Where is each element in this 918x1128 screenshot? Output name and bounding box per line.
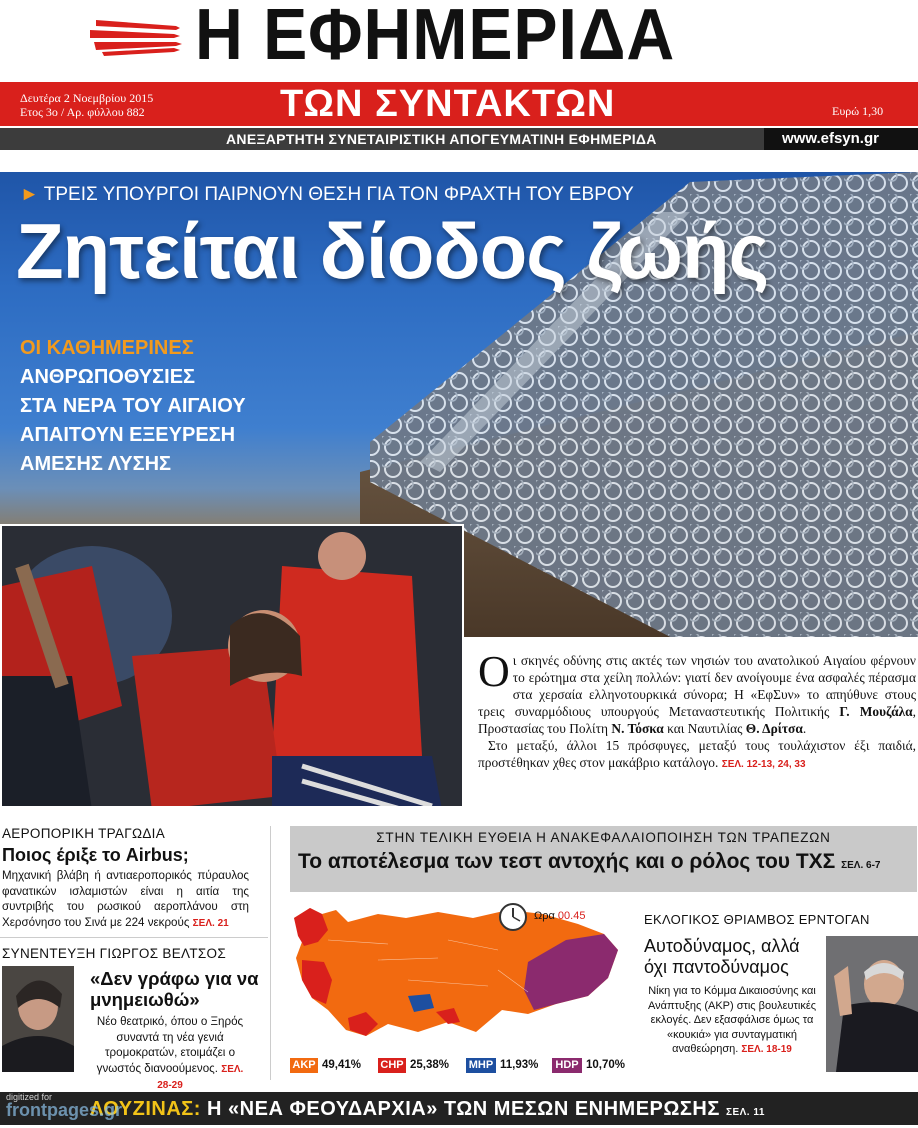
price: Ευρώ 1,30 [832, 104, 884, 118]
veltsos-photo [2, 966, 74, 1072]
issue-number: Ετος 3ο / Αρ. φύλλου 882 [20, 105, 145, 119]
airbus-kicker: ΑΕΡΟΠΟΡΙΚΗ ΤΡΑΓΩΔΙΑ [2, 826, 166, 841]
minister-name: Θ. Δρίτσα [745, 721, 803, 736]
legend-akp-swatch: AKP [290, 1058, 318, 1073]
airbus-headline[interactable]: Ποιος έριξε το Airbus; [2, 845, 189, 865]
arrow-right-icon: ► [20, 184, 39, 205]
page-ref[interactable]: ΣΕΛ. 11 [725, 1107, 765, 1118]
newspaper-subtitle: ΤΩΝ ΣΥΝΤΑΚΤΩΝ [280, 83, 616, 125]
legend-mhp-value: 11,93% [500, 1059, 539, 1071]
legend-chp-swatch: CHP [378, 1058, 406, 1073]
hour-value: 00.45 [557, 910, 586, 922]
sidebar-kicker: ΟΙ ΚΑΘΗΜΕΡΙΝΕΣ [20, 337, 194, 359]
page-ref[interactable]: ΣΕΛ. 6-7 [841, 860, 881, 871]
hero-headline[interactable]: Ζητείται δίοδος ζωής [16, 207, 769, 295]
watermark-caption: digitized for [6, 1092, 53, 1102]
bottom-text: Η «ΝΕΑ ΦΕΟΥΔΑΡΧΙΑ» ΤΩΝ ΜΕΣΩΝ ΕΝΗΜΕΡΩΣΗΣ [207, 1098, 720, 1120]
refugees-illustration [2, 526, 464, 808]
legend-hdp-value: 10,70% [586, 1059, 626, 1071]
portrait-illustration [2, 966, 74, 1072]
refugees-photo [0, 524, 464, 808]
banks-headline-text: Το αποτέλεσμα των τεστ αντοχής και ο ρόλος του ΤΧΣ [298, 850, 836, 873]
page-ref[interactable]: ΣΕΛ. 12-13, 24, 33 [721, 759, 806, 770]
banks-kicker: ΣΤΗΝ ΤΕΛΙΚΗ ΕΥΘΕΙΑ Η ΑΝΑΚΕΦΑΛΑΙΟΠΟΙΗΣΗ ΤΩΝ ΤΡΑΠΕΖΩΝ [376, 830, 831, 845]
sidebar-line: ΑΜΕΣΗΣ ΛΥΣΗΣ [20, 453, 172, 475]
erdogan-photo [826, 936, 918, 1072]
banks-headline[interactable] [298, 850, 881, 874]
legend-mhp-swatch: MHP [466, 1058, 496, 1073]
page-ref[interactable]: ΣΕΛ. 18-19 [741, 1044, 792, 1055]
page-ref[interactable]: ΣΕΛ. 28-29 [157, 1063, 244, 1091]
minister-name: Ν. Τόσκα [611, 721, 664, 736]
airbus-text: Μηχανική βλάβη ή αντιαεροπορικός πύραυλος φανατικών ισλαμιστών είναι η αιτία της συντριβής του ρωσικού αεροπλάνου στη Χερσόνησο του Σινά με 224 νεκρούς [2, 869, 249, 929]
interview-headline[interactable]: «Δεν γράφω για να μνημειωθώ» [90, 968, 259, 1010]
clock-icon [498, 902, 528, 932]
legend-hdp-swatch: HDP [552, 1058, 582, 1073]
page-ref[interactable]: ΣΕΛ. 21 [192, 917, 229, 929]
lead-text: Στο μεταξύ, άλλοι 15 πρόσφυγες, μεταξύ τους τουλάχιστον έξι παιδιά, προστέθηκαν χθες στον μακάβριο κατάλογο. [478, 738, 916, 770]
erdogan-illustration [826, 936, 918, 1072]
hour-label: Ωρα [534, 910, 555, 922]
sidebar-line: ΑΠΑΙΤΟΥΝ ΕΞΕΥΡΕΣΗ [20, 424, 236, 446]
legend-akp-value: 49,41% [322, 1059, 362, 1071]
interview-text: Νέο θεατρικό, όπου ο Ξηρός συναντά τη νέα γενιά τρομοκρατών, ετοιμάζει ο γνωστός διανοούμενος. [96, 1015, 244, 1075]
date-line: Δευτέρα 2 Νοεμβρίου 2015 [20, 91, 154, 105]
bottom-name: ΛΟΥΖΙΝΑΣ: [90, 1098, 201, 1120]
hero-kicker [20, 184, 634, 206]
erdogan-body [644, 984, 820, 1058]
sidebar-line: ΣΤΑ ΝΕΡΑ ΤΟΥ ΑΙΓΑΙΟΥ [20, 395, 246, 417]
turkey-election-map [288, 900, 624, 1055]
issue-date [20, 91, 153, 119]
lead-text: ι σκηνές οδύνης στις ακτές των νησιών του ανατολικού Αιγαίου φέρνουν το ερώτημα στα χείλη πολλών: γιατί δεν ανοίγουμε ένα ασφαλές πέρασμα στα χερσαία ελληνοτουρκικά σύνορα; Η «ΕφΣυν» το απηύθυνε στους τρεις συναρμόδιους υπουργούς Μεταναστευτικής Πολιτικής [478, 653, 916, 719]
lead-article [478, 647, 916, 773]
watermark-site: frontpages.gr [6, 1100, 123, 1120]
legend-chp-value: 25,38% [410, 1059, 450, 1071]
interview-kicker: ΣΥΝΕΝΤΕΥΞΗ ΓΙΩΡΓΟΣ ΒΕΛΤΣΟΣ [2, 946, 226, 961]
divider [0, 937, 268, 938]
lead-paragraph-2 [478, 737, 916, 773]
website-link[interactable]: www.efsyn.gr [782, 130, 879, 147]
erdogan-text: Νίκη για το Κόμμα Δικαιοσύνης και Ανάπτυξης (ΑΚΡ) στις βουλευτικές εκλογές. Δεν εξασφάλισε όμως τα «κουκιά» για συνταγματική αναθεώρηση. [647, 985, 817, 1055]
sidebar-line: ΑΝΘΡΩΠΟΘΥΣΙΕΣ [20, 366, 196, 388]
tagline: ΑΝΕΞΑΡΤΗΤΗ ΣΥΝΕΤΑΙΡΙΣΤΙΚΗ ΑΠΟΓΕΥΜΑΤΙΝΗ ΕΦΗΜΕΡΙΔΑ [226, 131, 657, 147]
erdogan-headline[interactable]: Αυτοδύναμος, αλλά όχι παντοδύναμος [644, 936, 800, 977]
column-divider [270, 826, 271, 1080]
airbus-body [2, 868, 249, 931]
lead-text: , Προστασίας του Πολίτη [478, 704, 916, 736]
lead-text: . [802, 721, 807, 736]
hero-kicker-text: ΤΡΕΙΣ ΥΠΟΥΡΓΟΙ ΠΑΙΡΝΟΥΝ ΘΕΣΗ ΓΙΑ ΤΟΝ ΦΡΑΧΤΗ ΤΟΥ ΕΒΡΟΥ [43, 184, 634, 205]
bottom-headline[interactable] [90, 1094, 765, 1128]
interview-body [90, 1014, 250, 1094]
drop-cap: Ο [478, 647, 510, 696]
map-hour [534, 910, 585, 922]
newspaper-title: Η ΕΦΗΜΕΡΙΔΑ [195, 0, 676, 75]
logo-pens-icon [86, 16, 186, 58]
erdogan-kicker: ΕΚΛΟΓΙΚΟΣ ΘΡΙΑΜΒΟΣ ΕΡΝΤΟΓΑΝ [644, 912, 870, 927]
minister-name: Γ. Μουζάλα [839, 704, 913, 719]
lead-text: και Ναυτιλίας [667, 721, 743, 736]
